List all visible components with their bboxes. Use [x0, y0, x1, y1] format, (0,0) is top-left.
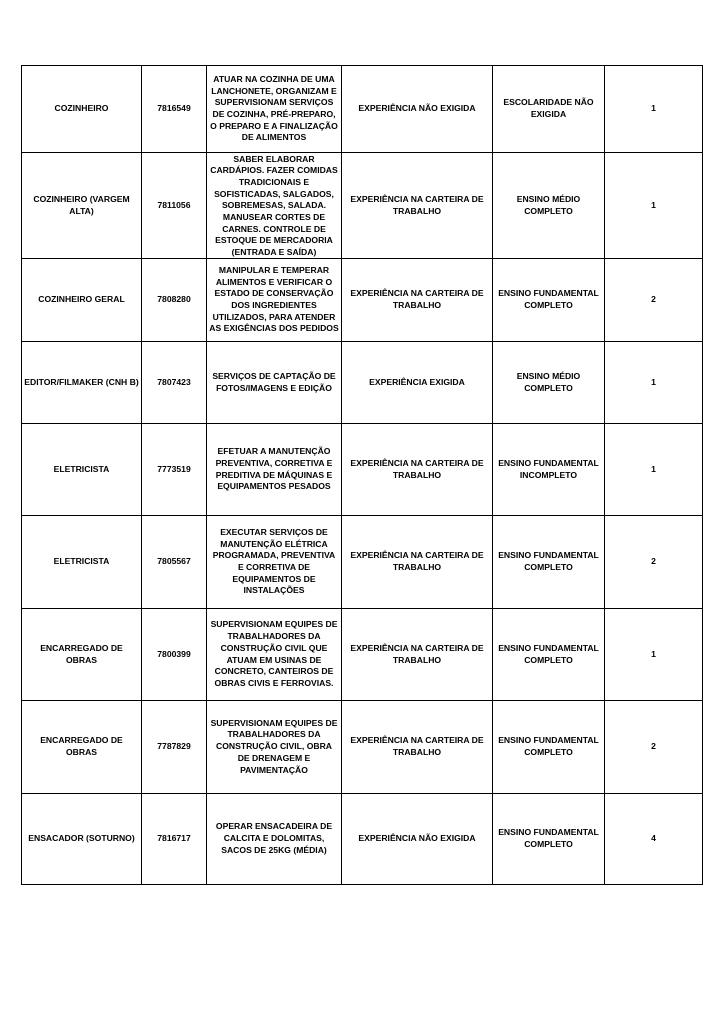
table-row — [22, 516, 703, 609]
education-cell: ENSINO MÉDIO COMPLETO — [493, 342, 605, 424]
job-title-cell: ELETRICISTA — [22, 424, 142, 516]
experience-cell: EXPERIÊNCIA EXIGIDA — [342, 342, 493, 424]
job-code-cell: 7787829 — [142, 701, 207, 794]
education-cell: ESCOLARIDADE NÃO EXIGIDA — [493, 66, 605, 153]
openings-count-cell: 4 — [605, 794, 703, 885]
job-description-cell: EXECUTAR SERVIÇOS DE MANUTENÇÃO ELÉTRICA PROGRAMADA, PREVENTIVA E CORRETIVA DE EQUIPAMENTOS DE INSTALAÇÕES — [207, 516, 342, 609]
job-description-cell: ATUAR NA COZINHA DE UMA LANCHONETE, ORGANIZAM E SUPERVISIONAM SERVIÇOS DE COZINHA, PRÉ-PREPARO, O PREPARO E A FINALIZAÇÃO DE ALIMENTOS — [207, 66, 342, 153]
openings-count-cell: 2 — [605, 259, 703, 342]
openings-count-cell: 1 — [605, 66, 703, 153]
job-code-cell: 7808280 — [142, 259, 207, 342]
openings-count-cell: 1 — [605, 424, 703, 516]
job-code-cell: 7816717 — [142, 794, 207, 885]
education-cell: ENSINO MÉDIO COMPLETO — [493, 153, 605, 259]
table-row — [22, 794, 703, 885]
table-row — [22, 701, 703, 794]
job-description-cell: SUPERVISIONAM EQUIPES DE TRABALHADORES DA CONSTRUÇÃO CIVIL QUE ATUAM EM USINAS DE CONCRETO, CANTEIROS DE OBRAS CIVIS E FERROVIAS. — [207, 609, 342, 701]
education-cell: ENSINO FUNDAMENTAL COMPLETO — [493, 259, 605, 342]
job-title-cell: COZINHEIRO (VARGEM ALTA) — [22, 153, 142, 259]
experience-cell: EXPERIÊNCIA NA CARTEIRA DE TRABALHO — [342, 153, 493, 259]
openings-count-cell: 2 — [605, 701, 703, 794]
job-code-cell: 7816549 — [142, 66, 207, 153]
experience-cell: EXPERIÊNCIA NA CARTEIRA DE TRABALHO — [342, 259, 493, 342]
job-description-cell: MANIPULAR E TEMPERAR ALIMENTOS E VERIFICAR O ESTADO DE CONSERVAÇÃO DOS INGREDIENTES UTILIZADOS, PARA ATENDER AS EXIGÊNCIAS DOS PEDIDOS — [207, 259, 342, 342]
education-cell: ENSINO FUNDAMENTAL COMPLETO — [493, 609, 605, 701]
openings-count-cell: 1 — [605, 342, 703, 424]
openings-count-cell: 2 — [605, 516, 703, 609]
job-title-cell: EDITOR/FILMAKER (CNH B) — [22, 342, 142, 424]
education-cell: ENSINO FUNDAMENTAL COMPLETO — [493, 701, 605, 794]
experience-cell: EXPERIÊNCIA NÃO EXIGIDA — [342, 66, 493, 153]
table-row — [22, 424, 703, 516]
table-row — [22, 259, 703, 342]
job-description-cell: SERVIÇOS DE CAPTAÇÃO DE FOTOS/IMAGENS E EDIÇÃO — [207, 342, 342, 424]
experience-cell: EXPERIÊNCIA NA CARTEIRA DE TRABALHO — [342, 609, 493, 701]
job-description-cell: OPERAR ENSACADEIRA DE CALCITA E DOLOMITAS, SACOS DE 25KG (MÉDIA) — [207, 794, 342, 885]
job-code-cell: 7773519 — [142, 424, 207, 516]
table-row — [22, 66, 703, 153]
job-code-cell: 7811056 — [142, 153, 207, 259]
job-description-cell — [207, 153, 342, 259]
table-row — [22, 609, 703, 701]
job-title-cell: ENSACADOR (SOTURNO) — [22, 794, 142, 885]
job-code-cell: 7800399 — [142, 609, 207, 701]
job-description-text: SABER ELABORAR CARDÁPIOS. FAZER COMIDAS TRADICIONAIS E SOFISTICADAS, SALGADOS, SOBREMESAS, SALADA. MANUSEAR CORTES DE CARNES. CONTROLE DE ESTOQUE DE MERCADORIA (ENTRADA E SAÍDA) — [210, 153, 338, 257]
job-description-cell: EFETUAR A MANUTENÇÃO PREVENTIVA, CORRETIVA E PREDITIVA DE MÁQUINAS E EQUIPAMENTOS PESADOS — [207, 424, 342, 516]
education-cell: ENSINO FUNDAMENTAL INCOMPLETO — [493, 424, 605, 516]
experience-cell: EXPERIÊNCIA NA CARTEIRA DE TRABALHO — [342, 424, 493, 516]
job-title-cell: COZINHEIRO GERAL — [22, 259, 142, 342]
job-description-cell: SUPERVISIONAM EQUIPES DE TRABALHADORES DA CONSTRUÇÃO CIVIL, OBRA DE DRENAGEM E PAVIMENTAÇÃO — [207, 701, 342, 794]
education-cell: ENSINO FUNDAMENTAL COMPLETO — [493, 516, 605, 609]
experience-cell: EXPERIÊNCIA NA CARTEIRA DE TRABALHO — [342, 701, 493, 794]
job-title-cell: ENCARREGADO DE OBRAS — [22, 701, 142, 794]
job-title-cell: COZINHEIRO — [22, 66, 142, 153]
experience-cell: EXPERIÊNCIA NÃO EXIGIDA — [342, 794, 493, 885]
job-code-cell: 7807423 — [142, 342, 207, 424]
openings-count-cell: 1 — [605, 153, 703, 259]
table-row — [22, 342, 703, 424]
education-cell: ENSINO FUNDAMENTAL COMPLETO — [493, 794, 605, 885]
job-title-cell: ENCARREGADO DE OBRAS — [22, 609, 142, 701]
job-openings-table — [21, 65, 703, 885]
table-row — [22, 153, 703, 259]
experience-cell: EXPERIÊNCIA NA CARTEIRA DE TRABALHO — [342, 516, 493, 609]
openings-count-cell: 1 — [605, 609, 703, 701]
job-code-cell: 7805567 — [142, 516, 207, 609]
job-title-cell: ELETRICISTA — [22, 516, 142, 609]
